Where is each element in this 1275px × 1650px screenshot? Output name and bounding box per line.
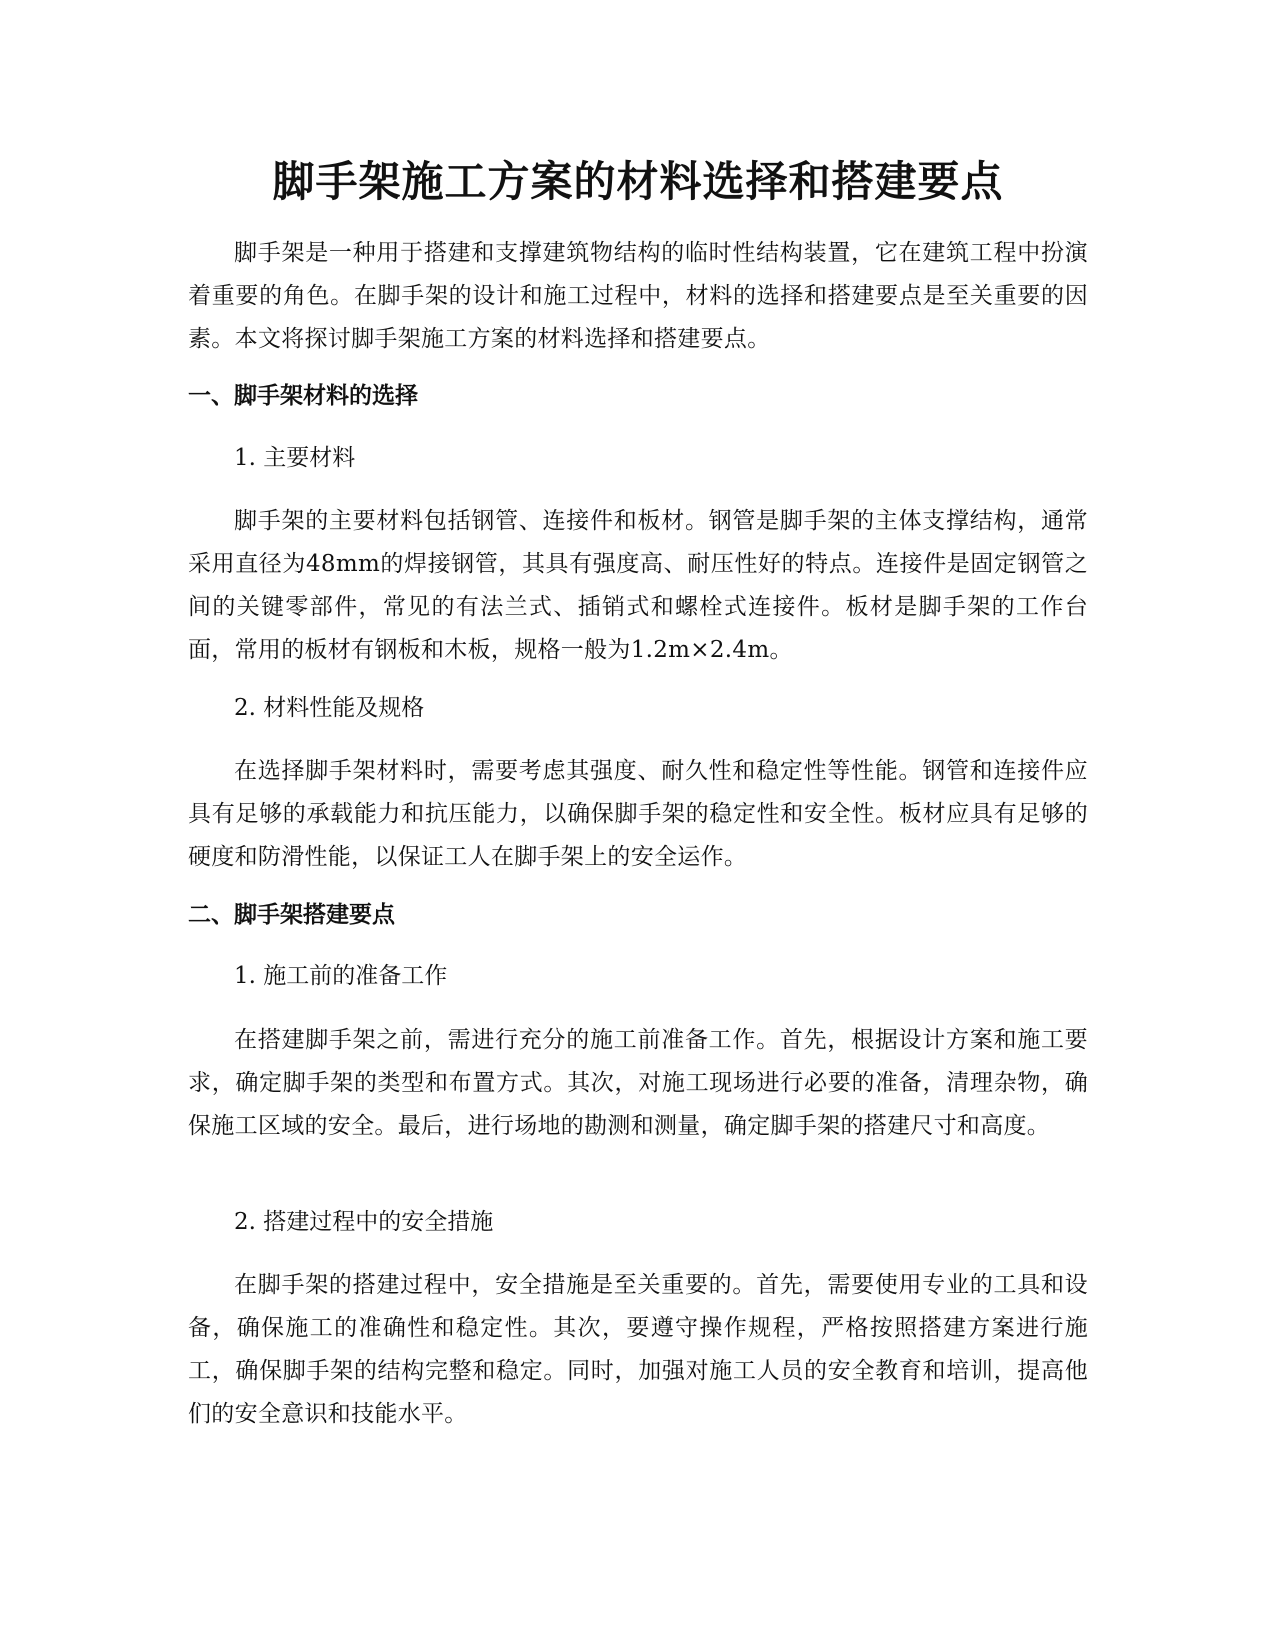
- subsection-title-safety-measures: 2. 搭建过程中的安全措施: [234, 1209, 494, 1235]
- section-heading-materials: 一、脚手架材料的选择: [188, 383, 418, 409]
- section-heading-construction: 二、脚手架搭建要点: [188, 902, 395, 928]
- subsection-title-main-materials: 1. 主要材料: [234, 445, 356, 471]
- paragraph-material-performance: 在选择脚手架材料时，需要考虑其强度、耐久性和稳定性等性能。钢管和连接件应具有足够的承载能力和抗压能力，以确保脚手架的稳定性和安全性。板材应具有足够的硬度和防滑性能，以保证工人在脚手架上的安全运作。: [188, 758, 1088, 870]
- document-title: 脚手架施工方案的材料选择和搭建要点: [272, 157, 1004, 206]
- subsection-title-material-performance: 2. 材料性能及规格: [234, 695, 425, 721]
- paragraph-safety-measures: 在脚手架的搭建过程中，安全措施是至关重要的。首先，需要使用专业的工具和设备，确保施工的准确性和稳定性。其次，要遵守操作规程，严格按照搭建方案进行施工，确保脚手架的结构完整和稳定。同时，加强对施工人员的安全教育和培训，提高他们的安全意识和技能水平。: [188, 1272, 1088, 1427]
- subsection-title-preparation: 1. 施工前的准备工作: [234, 963, 448, 989]
- document-page: [188, 0, 1088, 1650]
- paragraph-preparation: 在搭建脚手架之前，需进行充分的施工前准备工作。首先，根据设计方案和施工要求，确定脚手架的类型和布置方式。其次，对施工现场进行必要的准备，清理杂物，确保施工区域的安全。最后，进行场地的勘测和测量，确定脚手架的搭建尺寸和高度。: [188, 1027, 1088, 1139]
- intro-paragraph: 脚手架是一种用于搭建和支撑建筑物结构的临时性结构装置，它在建筑工程中扮演着重要的角色。在脚手架的设计和施工过程中，材料的选择和搭建要点是至关重要的因素。本文将探讨脚手架施工方案的材料选择和搭建要点。: [188, 240, 1088, 352]
- paragraph-main-materials: 脚手架的主要材料包括钢管、连接件和板材。钢管是脚手架的主体支撑结构，通常采用直径为48mm的焊接钢管，其具有强度高、耐压性好的特点。连接件是固定钢管之间的关键零部件，常见的有法兰式、插销式和螺栓式连接件。板材是脚手架的工作台面，常用的板材有钢板和木板，规格一般为1.2m×2.4m。: [188, 508, 1088, 663]
